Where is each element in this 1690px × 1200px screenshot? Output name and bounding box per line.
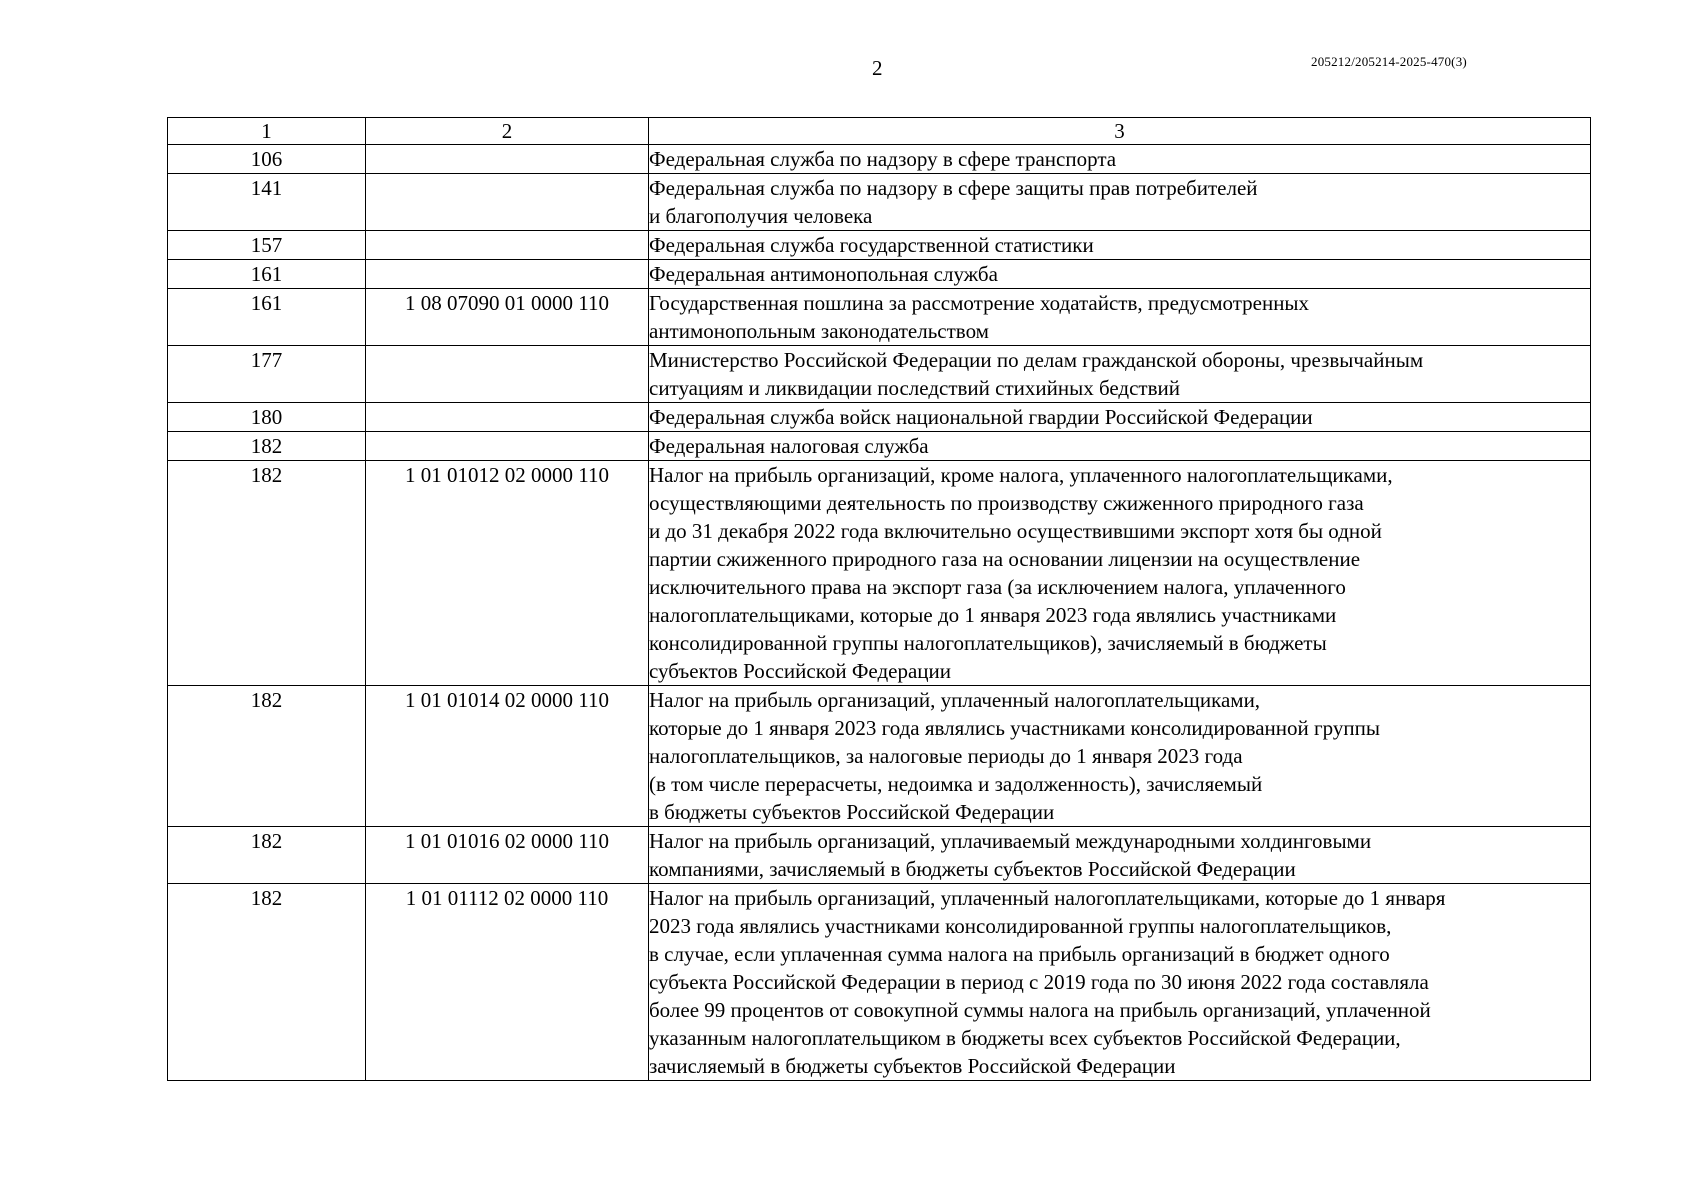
table-row	[168, 461, 1591, 686]
description-line: Налог на прибыль организаций, уплаченный налогоплательщиками,	[649, 688, 1261, 712]
description-line: субъектов Российской Федерации	[649, 659, 952, 683]
page-number: 2	[872, 56, 883, 80]
description-cell	[649, 145, 1591, 174]
budget-classification-code-cell: 1 08 07090 01 0000 110	[366, 289, 649, 346]
description-line: консолидированной группы налогоплательщиков), зачисляемый в бюджеты	[649, 631, 1327, 655]
description-line: указанным налогоплательщиком в бюджеты всех субъектов Российской Федерации,	[649, 1026, 1401, 1050]
admin-code-cell: 106	[168, 145, 366, 174]
description-line: Федеральная служба государственной статистики	[649, 233, 1094, 257]
admin-code-cell: 157	[168, 231, 366, 260]
description-cell	[649, 686, 1591, 827]
description-line: и до 31 декабря 2022 года включительно осуществившими экспорт хотя бы одной	[649, 519, 1382, 543]
document-id: 205212/205214-2025-470(3)	[1311, 54, 1467, 69]
description-line: Министерство Российской Федерации по делам гражданской обороны, чрезвычайным	[649, 348, 1424, 372]
admin-code-cell: 161	[168, 289, 366, 346]
description-line: в случае, если уплаченная сумма налога на прибыль организаций в бюджет одного	[649, 942, 1390, 966]
budget-classification-code-cell: 1 01 01112 02 0000 110	[366, 884, 649, 1081]
description-line: Федеральная служба войск национальной гвардии Российской Федерации	[649, 405, 1313, 429]
budget-classification-code-cell: 1 01 01014 02 0000 110	[366, 686, 649, 827]
description-line: исключительного права на экспорт газа (за исключением налога, уплаченного	[649, 575, 1346, 599]
table-row	[168, 289, 1591, 346]
description-cell	[649, 289, 1591, 346]
description-line: Федеральная антимонопольная служба	[649, 262, 998, 286]
description-line: которые до 1 января 2023 года являлись участниками консолидированной группы	[649, 716, 1380, 740]
description-cell	[649, 346, 1591, 403]
budget-classification-code-cell	[366, 432, 649, 461]
column-header-2: 2	[366, 118, 649, 145]
description-line: Федеральная служба по надзору в сфере транспорта	[649, 147, 1117, 171]
budget-classification-code-cell: 1 01 01016 02 0000 110	[366, 827, 649, 884]
budget-classification-code-cell	[366, 403, 649, 432]
description-line: более 99 процентов от совокупной суммы налога на прибыль организаций, уплаченной	[649, 998, 1431, 1022]
description-cell	[649, 403, 1591, 432]
description-line: антимонопольным законодательством	[649, 319, 989, 343]
admin-code-cell: 180	[168, 403, 366, 432]
table-row	[168, 346, 1591, 403]
admin-code-cell: 182	[168, 461, 366, 686]
table-row	[168, 884, 1591, 1081]
table-row	[168, 827, 1591, 884]
admin-code-cell: 182	[168, 884, 366, 1081]
description-line: Федеральная налоговая служба	[649, 434, 929, 458]
description-line: Налог на прибыль организаций, уплаченный налогоплательщиками, которые до 1 января	[649, 886, 1446, 910]
description-line: Государственная пошлина за рассмотрение ходатайств, предусмотренных	[649, 291, 1310, 315]
budget-classification-code-cell	[366, 231, 649, 260]
budget-classification-code-cell	[366, 174, 649, 231]
description-line: Налог на прибыль организаций, кроме налога, уплаченного налогоплательщиками,	[649, 463, 1393, 487]
description-line: Федеральная служба по надзору в сфере защиты прав потребителей	[649, 176, 1258, 200]
description-line: компаниями, зачисляемый в бюджеты субъектов Российской Федерации	[649, 857, 1296, 881]
budget-classification-code-cell: 1 01 01012 02 0000 110	[366, 461, 649, 686]
column-header-1: 1	[168, 118, 366, 145]
description-cell	[649, 231, 1591, 260]
description-line: Налог на прибыль организаций, уплачиваемый международными холдинговыми	[649, 829, 1372, 853]
table-header-row	[168, 118, 1591, 145]
admin-code-cell: 182	[168, 686, 366, 827]
description-cell	[649, 174, 1591, 231]
admin-code-cell: 182	[168, 827, 366, 884]
table-body	[168, 145, 1591, 1081]
admin-code-cell: 182	[168, 432, 366, 461]
description-cell	[649, 884, 1591, 1081]
description-line: налогоплательщиков, за налоговые периоды до 1 января 2023 года	[649, 744, 1243, 768]
description-line: ситуациям и ликвидации последствий стихийных бедствий	[649, 376, 1180, 400]
budget-codes-table	[167, 117, 1591, 1081]
description-line: в бюджеты субъектов Российской Федерации	[649, 800, 1055, 824]
description-line: 2023 года являлись участниками консолидированной группы налогоплательщиков,	[649, 914, 1392, 938]
table-row	[168, 432, 1591, 461]
table-row	[168, 260, 1591, 289]
budget-classification-code-cell	[366, 145, 649, 174]
admin-code-cell: 161	[168, 260, 366, 289]
description-line: зачисляемый в бюджеты субъектов Российской Федерации	[649, 1054, 1176, 1078]
table-row	[168, 145, 1591, 174]
admin-code-cell: 177	[168, 346, 366, 403]
budget-classification-code-cell	[366, 260, 649, 289]
description-line: (в том числе перерасчеты, недоимка и задолженность), зачисляемый	[649, 772, 1263, 796]
description-line: субъекта Российской Федерации в период с 2019 года по 30 июня 2022 года составляла	[649, 970, 1429, 994]
description-cell	[649, 827, 1591, 884]
table-row	[168, 686, 1591, 827]
description-cell	[649, 432, 1591, 461]
budget-classification-code-cell	[366, 346, 649, 403]
table-row	[168, 403, 1591, 432]
description-line: осуществляющими деятельность по производству сжиженного природного газа	[649, 491, 1364, 515]
description-cell	[649, 461, 1591, 686]
description-line: налогоплательщиками, которые до 1 января 2023 года являлись участниками	[649, 603, 1337, 627]
description-line: и благополучия человека	[649, 204, 873, 228]
table-row	[168, 231, 1591, 260]
table-row	[168, 174, 1591, 231]
column-header-3: 3	[649, 118, 1591, 145]
description-line: партии сжиженного природного газа на основании лицензии на осуществление	[649, 547, 1361, 571]
admin-code-cell: 141	[168, 174, 366, 231]
description-cell	[649, 260, 1591, 289]
